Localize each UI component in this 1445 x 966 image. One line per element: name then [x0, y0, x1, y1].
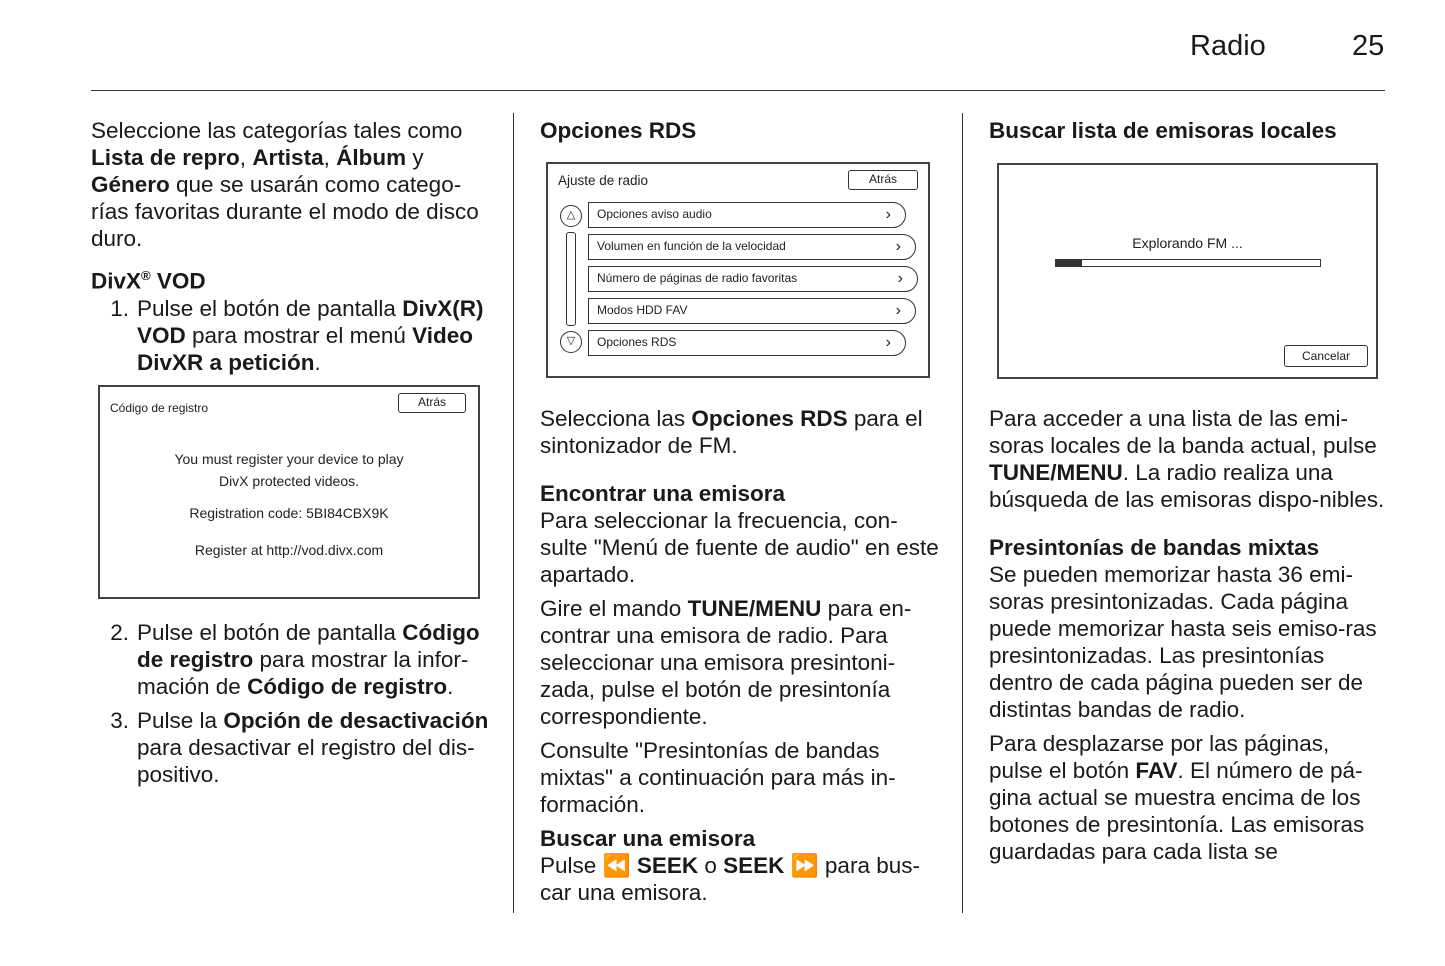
local-stations-paragraph — [989, 405, 1389, 513]
scroll-down-icon[interactable]: ▽ — [560, 331, 582, 353]
step-number: 3. — [110, 708, 129, 733]
screen-title: Ajuste de radio — [558, 173, 649, 188]
column-1-continued — [91, 619, 491, 788]
text: Pulse — [540, 853, 603, 878]
divx-heading-rest: VOD — [150, 268, 206, 294]
text: Selecciona las — [540, 406, 692, 431]
page-number: 25 — [1352, 30, 1385, 62]
column-divider-1 — [513, 113, 514, 913]
text: . — [447, 674, 454, 699]
bold-term: TUNE/MENU — [989, 460, 1123, 485]
menu-item-hdd-fav-modes[interactable] — [588, 298, 916, 324]
bold-term: Álbum — [336, 145, 407, 170]
text: Seleccione las categorías tales como — [91, 118, 463, 143]
text: para desactivar el registro del dis-positivo. — [137, 735, 475, 787]
tune-menu-paragraph — [540, 595, 940, 730]
bold-term: Artista — [252, 145, 324, 170]
chevron-right-icon: › — [885, 206, 891, 223]
step-2 — [91, 619, 491, 700]
column-2-body — [540, 405, 940, 906]
bold-term: Opciones RDS — [691, 406, 848, 431]
radio-settings-screen — [546, 162, 930, 378]
bold-term: Género — [91, 172, 170, 197]
bold-term: FAV — [1135, 758, 1178, 783]
chevron-right-icon: › — [885, 334, 891, 351]
menu-item-label: Modos HDD FAV — [597, 303, 688, 317]
text: para en-contrar una emisora de radio. Para seleccionar una emisora presintoni-zada, pulse el botón de presintonía correspondiente. — [540, 596, 912, 729]
fav-paragraph — [989, 730, 1389, 865]
text: o — [698, 853, 724, 878]
step-number: 1. — [110, 295, 129, 321]
header-rule — [91, 90, 1385, 91]
scroll-up-icon[interactable]: △ — [560, 205, 582, 227]
scanning-fm-label: Explorando FM ... — [1132, 235, 1243, 251]
chevron-right-icon: › — [895, 302, 901, 319]
register-message-line1: You must register your device to play — [174, 451, 404, 467]
menu-item-label: Volumen en función de la velocidad — [597, 239, 786, 253]
menu-item-favorite-pages[interactable] — [588, 266, 918, 292]
running-header-section: Radio — [1190, 30, 1266, 62]
scan-progress-fill — [1056, 260, 1082, 266]
bold-term: Código de registro — [247, 674, 448, 699]
menu-item-label: Número de páginas de radio favoritas — [597, 271, 798, 285]
registered-mark: ® — [141, 268, 151, 283]
fm-scan-screen — [997, 163, 1378, 379]
text: . El número de pá-gina actual se muestra encima de los botones de presintonía. Las emisoras guardadas para cada lista se — [989, 758, 1365, 864]
text: Para acceder a una lista de las emi-soras locales de la banda actual, pulse — [989, 406, 1377, 458]
step-text — [137, 707, 491, 788]
bold-term: Opción de desactivación — [223, 708, 489, 733]
text: Pulse el botón de pantalla — [137, 295, 403, 321]
cancel-button[interactable]: Cancelar — [1284, 345, 1368, 367]
text: . La radio realiza una búsqueda de las emisoras dispo-nibles. — [989, 460, 1385, 512]
bold-term: SEEK ⏩ — [723, 853, 819, 878]
scan-progress-bar — [1055, 259, 1321, 267]
bold-term: DivX(R) VOD — [137, 295, 484, 348]
menu-item-speed-volume[interactable] — [588, 234, 916, 260]
bold-term: Código de registro — [137, 620, 480, 672]
mixed-presets-paragraph: Se pueden memorizar hasta 36 emi-soras presintonizadas. Cada página puede memorizar hasta seis emiso-ras presintonizadas. Las presintonías dentro de cada página pueden ser de distintas bandas de radio. — [989, 562, 1377, 722]
register-url: Register at http://vod.divx.com — [194, 542, 384, 558]
text: para mostrar el menú — [185, 322, 413, 348]
divx-heading-text: DivX — [91, 268, 142, 294]
text: para el sintonizador de FM. — [540, 406, 923, 458]
mixed-presets-heading: Presintonías de bandas mixtas — [989, 535, 1320, 560]
text: Pulse el botón de pantalla — [137, 620, 403, 645]
screen-title: Código de registro — [110, 401, 209, 415]
menu-item-label: Opciones aviso audio — [597, 207, 712, 221]
back-button[interactable]: Atrás — [848, 170, 918, 190]
bold-term: ⏪ SEEK — [602, 853, 699, 878]
text: , — [239, 145, 253, 170]
text: Para desplazarse por las páginas, pulse el botón — [989, 731, 1330, 783]
mixed-presets-reference: Consulte "Presintonías de bandas mixtas" a continuación para más in-formación. — [540, 738, 896, 817]
step-1 — [91, 295, 491, 376]
text: Pulse la — [137, 708, 224, 733]
chevron-right-icon: › — [897, 270, 903, 287]
register-message-line2: DivX protected videos. — [218, 473, 360, 489]
text: . — [314, 349, 321, 375]
registration-code: Registration code: 5BI84CBX9K — [189, 505, 389, 521]
bold-term: TUNE/MENU — [687, 596, 822, 621]
text: para mostrar la infor-mación de — [137, 647, 469, 699]
menu-item-rds-options[interactable] — [588, 330, 906, 356]
rds-options-heading: Opciones RDS — [540, 118, 697, 143]
step-3 — [91, 707, 491, 788]
find-station-paragraph: Para seleccionar la frecuencia, con-sulte "Menú de fuente de audio" en este apartado. — [540, 508, 939, 587]
bold-term: Video DivXR a petición — [137, 322, 473, 375]
bold-term: Lista de repro — [91, 145, 240, 170]
text: y — [406, 145, 424, 170]
text: , — [323, 145, 337, 170]
find-station-heading: Encontrar una emisora — [540, 481, 786, 506]
intro-paragraph — [91, 117, 491, 252]
registration-code-screen — [98, 385, 480, 599]
step-text — [137, 619, 491, 700]
step-number: 2. — [110, 620, 129, 645]
menu-item-label: Opciones RDS — [597, 335, 677, 349]
text: que se usarán como catego-rías favoritas durante el modo de disco duro. — [91, 172, 479, 251]
local-stations-heading: Buscar lista de emisoras locales — [989, 118, 1337, 143]
search-station-heading: Buscar una emisora — [540, 826, 756, 851]
step-text — [137, 295, 491, 376]
divx-heading — [91, 262, 491, 295]
column-1 — [91, 117, 491, 376]
text: para bus-car una emisora. — [540, 853, 920, 905]
scrollbar-track[interactable] — [566, 232, 576, 326]
column-3-body — [989, 405, 1389, 865]
column-divider-2 — [962, 113, 963, 913]
chevron-right-icon: › — [895, 238, 901, 255]
text: Gire el mando — [540, 596, 688, 621]
menu-item-audio-alert-options[interactable] — [588, 202, 906, 228]
back-button[interactable]: Atrás — [398, 393, 466, 413]
seek-paragraph — [540, 852, 940, 906]
rds-description — [540, 405, 940, 459]
